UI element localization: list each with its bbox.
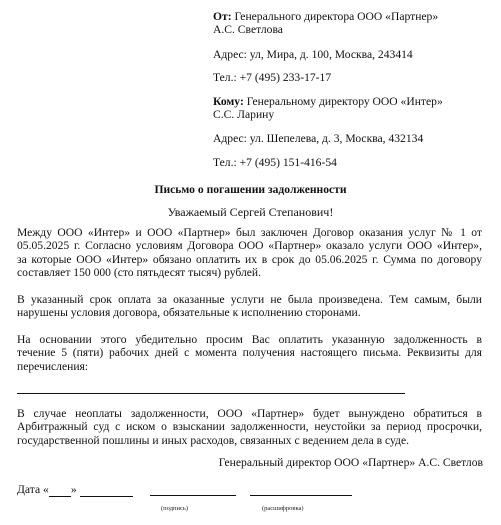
signature-blank[interactable]: [150, 495, 236, 496]
decoding-blank[interactable]: [250, 495, 352, 496]
decoding-caption: (расшифровка): [262, 505, 304, 512]
to-value: Генеральному директору ООО «Интер»: [246, 95, 443, 108]
to-label: Кому:: [213, 95, 244, 108]
to-address: Адрес: ул. Шепелева, д. 3, Москва, 432134: [213, 132, 424, 145]
signature-line: Генеральный директор ООО «Партнер» А.С. Светлов: [218, 456, 483, 469]
date-month-blank[interactable]: [80, 483, 133, 497]
date-mid: »: [70, 483, 77, 496]
paragraph-line: На основании этого убедительно просим Вас оплатить указанную задолженность в: [17, 333, 482, 346]
to-phone: Тел.: +7 (495) 151-416-54: [213, 156, 337, 169]
paragraph-line: составляет 150 000 (сто пятьдесят тысяч) рублей.: [17, 265, 262, 279]
paragraph-line: государственной пошлины и иных расходов, связанных с ведением дела в суде.: [17, 433, 410, 447]
from-phone: Тел.: +7 (495) 233-17-17: [213, 71, 332, 84]
paragraph-warning: [17, 407, 482, 447]
paragraph-line: В случае неоплаты задолженности, ООО «Партнер» будет вынуждено обратиться в: [17, 407, 482, 420]
greeting: Уважаемый Сергей Степанович!: [167, 205, 334, 219]
from-name: А.С. Светлова: [213, 23, 283, 36]
date-line: [17, 483, 133, 497]
paragraph-contract: [17, 226, 482, 279]
paragraph-line: перечисления:: [17, 359, 89, 373]
to-name: С.С. Ларину: [213, 108, 275, 121]
paragraph-request: [17, 333, 482, 373]
date-prefix: Дата «: [17, 483, 49, 496]
from-label: От:: [213, 10, 232, 23]
signature-caption: (подпись): [161, 505, 188, 512]
paragraph-line: 05.05.2025 г. Согласно условиям Договора ООО «Партнер» оказало услуги ООО «Интер»,: [17, 239, 482, 253]
paragraph-line: нарушены условия договора, обязательные к исполнению сторонами.: [17, 306, 361, 320]
paragraph-line: В указанный срок оплата за оказанные услуги не была произведена. Тем самым, были: [17, 293, 482, 306]
from-line: [213, 10, 438, 24]
paragraph-line: Между ООО «Интер» и ООО «Партнер» был заключен Договор оказания услуг № 1 от: [17, 226, 482, 239]
to-line: [213, 95, 443, 109]
letter-title: Письмо о погашении задолженности: [154, 183, 347, 196]
from-address: Адрес: ул, Мира, д. 100, Москва, 243414: [213, 48, 413, 61]
paragraph-line: за которые ООО «Интер» обязано оплатить их в срок до 05.06.2025 г. Сумма по договору: [17, 252, 482, 266]
paragraph-line: течение 5 (пяти) рабочих дней с момента получения настоящего письма. Реквизиты для: [17, 346, 482, 360]
paragraph-line: Арбитражный суд с иском о взыскании задолженности, неустойки за период просрочки,: [17, 420, 482, 434]
from-value: Генерального директора ООО «Партнер»: [234, 10, 439, 23]
requisites-blank-line[interactable]: [17, 393, 405, 394]
paragraph-violation: [17, 293, 482, 320]
date-day-blank[interactable]: [49, 483, 71, 497]
